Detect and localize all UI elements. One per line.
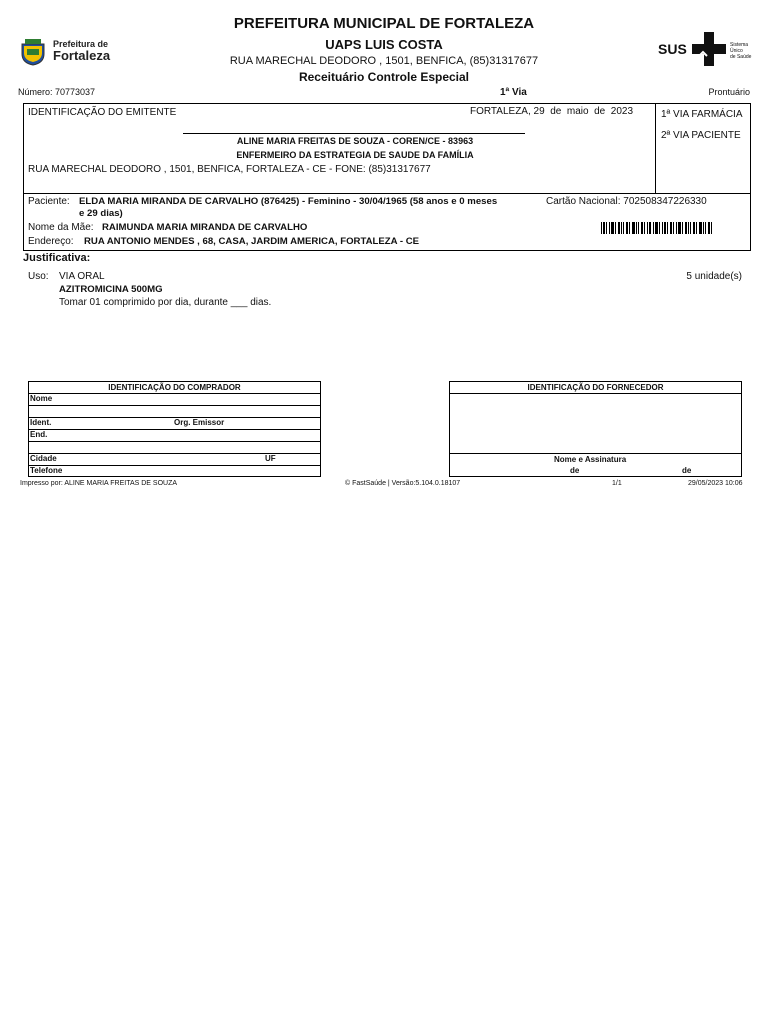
patient-label: Paciente:	[28, 196, 70, 207]
fornecedor-de-1: de	[570, 466, 580, 475]
comprador-telefone: Telefone	[30, 466, 63, 475]
dosage-instructions: Tomar 01 comprimido por dia, durante ___ dias.	[59, 297, 272, 308]
sus-logo-text: SUS	[658, 41, 687, 57]
health-cross-icon	[692, 32, 726, 66]
logo-text-bottom: Fortaleza	[53, 48, 111, 63]
prontuario-label: Prontuário	[708, 87, 750, 97]
uso-value: VIA ORAL	[59, 271, 105, 282]
page-number: 1/1	[612, 480, 622, 487]
printed-by: Impresso por: ALINE MARIA FREITAS DE SOUZA	[20, 480, 178, 487]
logo-sus	[656, 32, 752, 68]
print-datetime: 29/05/2023 10:06	[688, 480, 743, 487]
emitente-name: ALINE MARIA FREITAS DE SOUZA - COREN/CE - 83963	[236, 136, 474, 146]
comprador-row-line	[28, 465, 321, 466]
logo-text-top: Prefeitura de	[53, 39, 109, 49]
patient-name-line2: e 29 dias)	[79, 208, 123, 219]
form-title: Receituário Controle Especial	[298, 70, 470, 84]
fornecedor-signature-line	[449, 453, 742, 454]
unit-name: UAPS LUIS COSTA	[325, 37, 443, 52]
patient-address: RUA ANTONIO MENDES , 68, CASA, JARDIM AMERICA, FORTALEZA - CE	[84, 236, 420, 247]
emitente-address: RUA MARECHAL DEODORO , 1501, BENFICA, FORTALEZA - CE - FONE: (85)31317677	[28, 164, 431, 175]
sus-small-text-3: de Saúde	[730, 54, 752, 60]
emitente-divider	[655, 103, 656, 194]
patient-name-line1: ELDA MARIA MIRANDA DE CARVALHO (876425) - Feminino - 30/04/1965 (58 anos e 0 meses	[79, 196, 498, 207]
sus-small-text-2: Único	[730, 48, 743, 54]
justificativa-label: Justificativa:	[23, 252, 91, 264]
fornecedor-assinatura: Nome e Assinatura	[554, 455, 627, 464]
comprador-row-line	[28, 393, 321, 394]
comprador-row-line	[28, 441, 321, 442]
comprador-nome: Nome	[30, 394, 53, 403]
via-label: 1ª Via	[500, 87, 527, 98]
uso-label: Uso:	[28, 271, 49, 282]
quantity: 5 unidade(s)	[686, 271, 742, 282]
national-card: Cartão Nacional: 702508347226330	[546, 196, 707, 207]
comprador-row-line	[28, 405, 321, 406]
comprador-end: End.	[30, 430, 48, 439]
emitente-label: IDENTIFICAÇÃO DO EMITENTE	[28, 107, 177, 118]
mother-name: RAIMUNDA MARIA MIRANDA DE CARVALHO	[102, 222, 308, 233]
comprador-ident: Ident.	[30, 418, 52, 427]
fornecedor-de-2: de	[682, 466, 692, 475]
city-crest-icon	[18, 36, 48, 66]
document-number: Número: 70773037	[18, 87, 96, 97]
logo-prefeitura	[18, 36, 113, 66]
fornecedor-title: IDENTIFICAÇÃO DO FORNECEDOR	[527, 383, 664, 392]
comprador-uf: UF	[265, 454, 276, 463]
barcode	[601, 221, 713, 233]
software-version: © FastSaúde | Versão:5.104.0.18107	[345, 480, 461, 487]
address-label: Endereço:	[28, 236, 74, 247]
comprador-title: IDENTIFICAÇÃO DO COMPRADOR	[108, 383, 241, 392]
comprador-row-line	[28, 453, 321, 454]
comprador-cidade: Cidade	[30, 454, 57, 463]
emission-date: FORTALEZA, 29 de maio de 2023	[470, 106, 634, 117]
fornecedor-title-line	[449, 393, 742, 394]
via-paciente: 2ª VIA PACIENTE	[661, 130, 741, 141]
signature-line	[183, 133, 525, 134]
page-title: PREFEITURA MUNICIPAL DE FORTALEZA	[233, 15, 535, 32]
via-farmacia: 1ª VIA FARMÁCIA	[661, 109, 743, 120]
sus-small-text-1: Sistema	[730, 42, 749, 48]
emitente-role: ENFERMEIRO DA ESTRATEGIA DE SAUDE DA FAMÍLIA	[236, 150, 474, 160]
mother-label: Nome da Mãe:	[28, 222, 94, 233]
comprador-org-emissor: Org. Emissor	[174, 418, 225, 427]
comprador-row-line	[28, 429, 321, 430]
unit-address: RUA MARECHAL DEODORO , 1501, BENFICA, (85)31317677	[229, 55, 539, 67]
drug-name: AZITROMICINA 500MG	[59, 284, 163, 295]
